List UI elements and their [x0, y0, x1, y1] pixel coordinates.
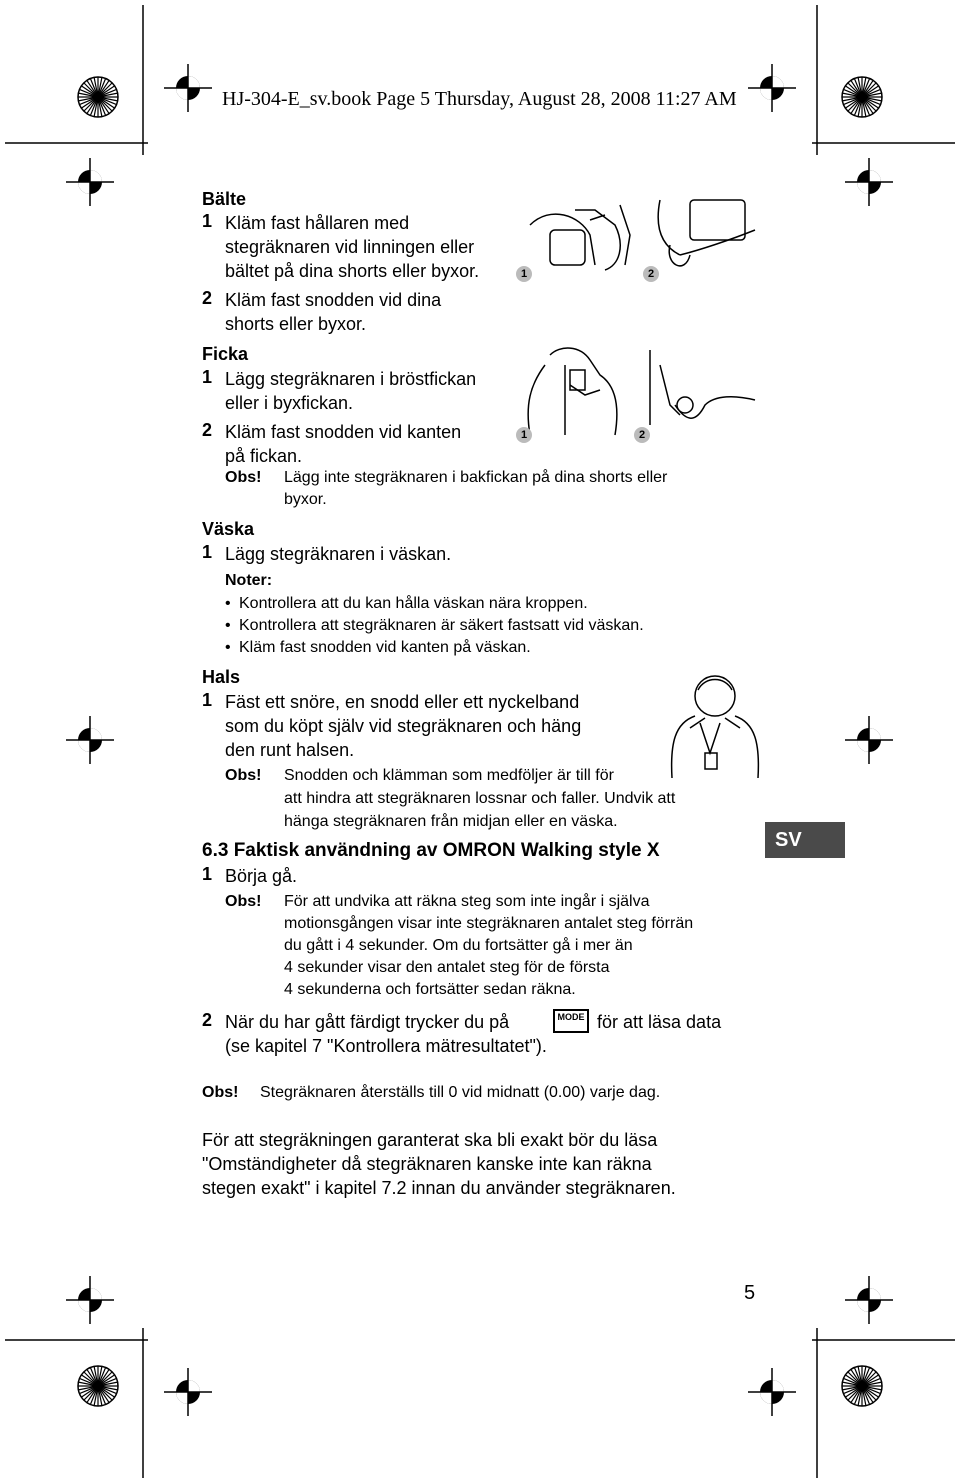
step-text: Kläm fast snodden vid dina [225, 290, 442, 310]
note-label: Obs! [202, 1084, 239, 1101]
step-number: 2 [202, 420, 213, 440]
figure-step-label: 2 [634, 427, 650, 443]
section-title-6-3: 6.3 Faktisk användning av OMRON Walking style X [202, 840, 660, 861]
step-text: som du köpt själv vid stegräknaren och häng [225, 716, 582, 736]
step-number: 1 [202, 542, 213, 562]
step-text: Lägg stegräknaren i väskan. [225, 544, 452, 564]
note-text: Lägg inte stegräknaren i bakfickan på dina shorts eller [284, 469, 668, 486]
section-title-vaska: Väska [202, 519, 255, 539]
step-text: Kläm fast hållaren med [225, 213, 410, 233]
section-title-hals: Hals [202, 667, 241, 687]
section-title-balte: Bälte [202, 189, 247, 209]
step-text: Börja gå. [225, 866, 298, 886]
print-header: HJ-304-E_sv.book Page 5 Thursday, August 28, 2008 11:27 AM [222, 88, 737, 110]
step-text: den runt halsen. [225, 740, 355, 760]
paragraph-line: stegen exakt" i kapitel 7.2 innan du använder stegräknaren. [202, 1178, 676, 1198]
step-text: Fäst ett snöre, en snodd eller ett nyckelband [225, 692, 580, 712]
notes-label: Noter: [225, 572, 273, 589]
figure-step-label: 1 [516, 427, 532, 443]
note-text: Kontrollera att du kan hålla väskan nära kroppen. [239, 595, 588, 612]
step-text: (se kapitel 7 "Kontrollera mätresultatet"). [225, 1036, 547, 1056]
section-title-ficka: Ficka [202, 344, 249, 364]
note-text: Kontrollera att stegräknaren är säkert fastsatt vid väskan. [239, 617, 644, 634]
note-text: För att undvika att räkna steg som inte ingår i själva [284, 893, 650, 910]
step-text: Kläm fast snodden vid kanten [225, 422, 462, 442]
step-number: 1 [202, 690, 213, 710]
paragraph-line: "Omständigheter då stegräknaren kanske inte kan räkna [202, 1154, 652, 1174]
step-number: 1 [202, 367, 213, 387]
mode-button-icon: MODE [553, 1009, 589, 1033]
note-text: Kläm fast snodden vid kanten på väskan. [239, 639, 531, 656]
figure-step-label: 2 [643, 266, 659, 282]
step-number: 1 [202, 211, 213, 231]
step-text: shorts eller byxor. [225, 314, 367, 334]
note-text: Stegräknaren återställs till 0 vid midnatt (0.00) varje dag. [260, 1084, 661, 1101]
step-text: för att läsa data [597, 1012, 722, 1032]
note-bullet: • [225, 595, 231, 612]
step-number: 2 [202, 288, 213, 308]
step-text: eller i byxfickan. [225, 393, 354, 413]
step-number: 2 [202, 1010, 213, 1030]
note-text: byxor. [284, 491, 327, 508]
step-text: stegräknaren vid linningen eller [225, 237, 475, 257]
note-bullet: • [225, 617, 231, 634]
note-text: Snodden och klämman som medföljer är till för [284, 767, 614, 784]
belt-clip-illustration [520, 195, 760, 290]
note-text: 4 sekunder visar den antalet steg för de första [284, 959, 610, 976]
step-text: bältet på dina shorts eller byxor. [225, 261, 480, 281]
figure-step-label: 1 [516, 266, 532, 282]
note-text: hänga stegräknaren från midjan eller en väska. [284, 813, 618, 830]
page-number: 5 [744, 1282, 756, 1304]
paragraph-line: För att stegräkningen garanterat ska bli exakt bör du läsa [202, 1130, 658, 1150]
note-bullet: • [225, 639, 231, 656]
step-text: på fickan. [225, 446, 303, 466]
language-tab: SV [765, 822, 845, 858]
step-text: Lägg stegräknaren i bröstfickan [225, 369, 477, 389]
note-text: 4 sekunderna och fortsätter sedan räkna. [284, 981, 576, 998]
pocket-illustration [520, 345, 760, 440]
step-number: 1 [202, 864, 213, 884]
note-text: att hindra att stegräknaren lossnar och faller. Undvik att [284, 790, 676, 807]
note-label: Obs! [225, 767, 262, 784]
step-text: När du har gått färdigt trycker du på [225, 1012, 510, 1032]
note-label: Obs! [225, 469, 262, 486]
note-text: du gått i 4 sekunder. Om du fortsätter gå i mer än [284, 937, 633, 954]
neck-strap-illustration [660, 668, 770, 788]
note-label: Obs! [225, 893, 262, 910]
note-text: motionsgången visar inte stegräknaren antalet steg förrän [284, 915, 694, 932]
